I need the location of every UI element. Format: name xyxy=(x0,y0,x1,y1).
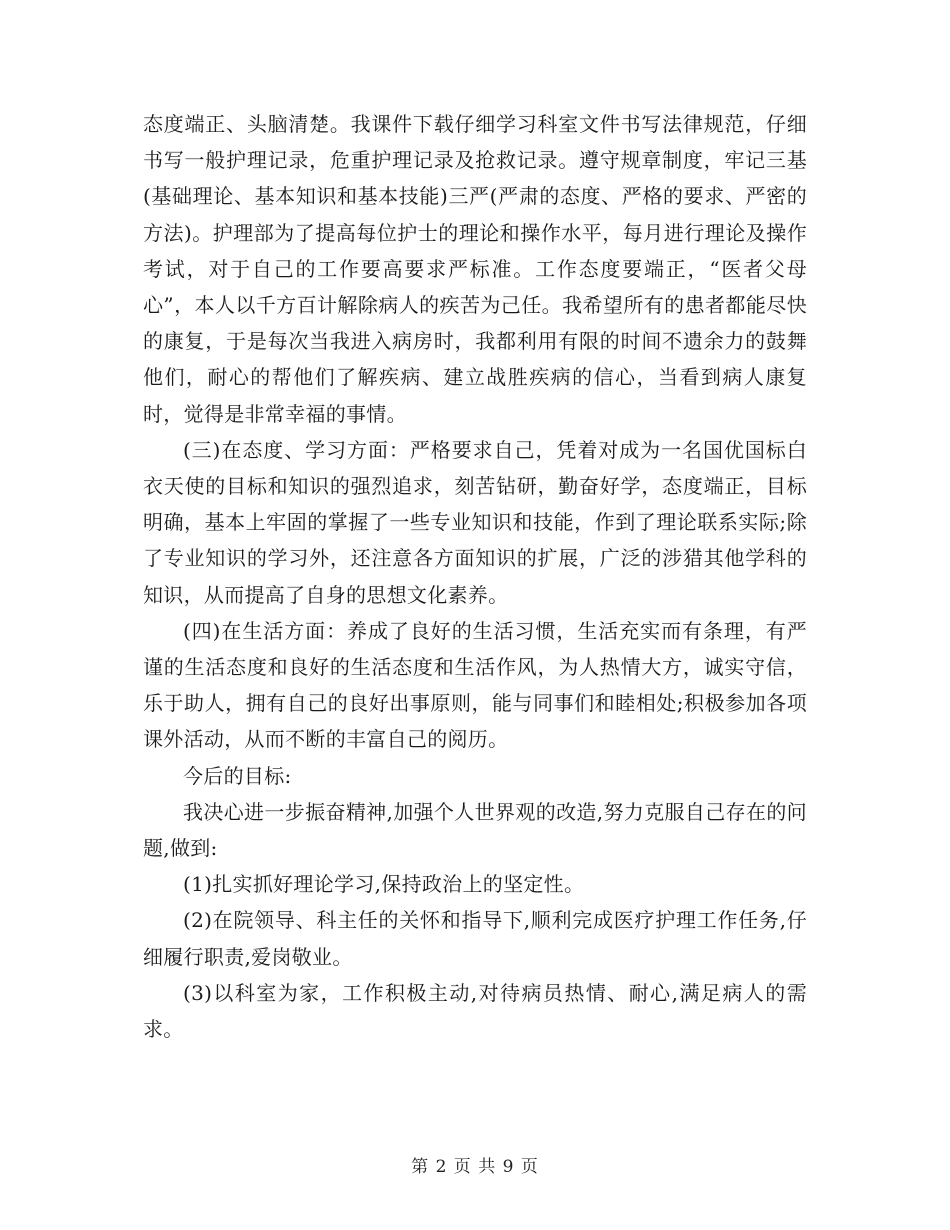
list-item-3: (3)以科室为家，工作积极主动,对待病员热情、耐心,满足病人的需求。 xyxy=(143,980,807,1042)
paragraph-resolve: 我决心进一步振奋精神,加强个人世界观的改造,努力克服自己存在的问题,做到: xyxy=(143,799,807,861)
list-item-2: (2)在院领导、科主任的关怀和指导下,顺利完成医疗护理工作任务,仔细履行职责,爱岗敬业。 xyxy=(143,908,807,969)
paragraph-life: (四)在生活方面：养成了良好的生活习惯，生活充实而有条理，有严谨的生活态度和良好的生活态度和生活作风，为人热情大方，诚实守信，乐于助人，拥有自己的良好出事原则，能与同事们和睦相处;积极参加各项课外活动，从而不断的丰富自己的阅历。 xyxy=(143,618,807,752)
document-body xyxy=(143,106,807,1047)
list-item-1: (1)扎实抓好理论学习,保持政治上的坚定性。 xyxy=(183,872,585,897)
paragraph-continuation: 态度端正、头脑清楚。我课件下载仔细学习科室文件书写法律规范，仔细书写一般护理记录，危重护理记录及抢救记录。遵守规章制度，牢记三基(基础理论、基本知识和基本技能)三严(严肃的态度、严格的要求、严密的方法)。护理部为了提高每位护士的理论和操作水平，每月进行理论及操作考试，对于自己的工作要高要求严标准。工作态度要端正，“医者父母心”，本人以千方百计解除病人的疾苦为己任。我希望所有的患者都能尽快的康复，于是每次当我进入病房时，我都利用有限的时间不遗余力的鼓舞他们，耐心的帮他们了解疾病、建立战胜疾病的信心，当看到病人康复时，觉得是非常幸福的事情。 xyxy=(143,112,807,426)
paragraph-attitude-study: (三)在态度、学习方面：严格要求自己，凭着对成为一名国优国标白衣天使的目标和知识的强烈追求，刻苦钻研，勤奋好学，态度端正，目标明确，基本上牢固的掌握了一些专业知识和技能，作到了理论联系实际;除了专业知识的学习外，还注意各方面知识的扩展，广泛的涉猎其他学科的知识，从而提高了自身的思想文化素养。 xyxy=(143,437,807,607)
page-number-footer: 第 2 页 共 9 页 xyxy=(411,1157,539,1177)
heading-future-goals: 今后的目标: xyxy=(183,763,292,788)
